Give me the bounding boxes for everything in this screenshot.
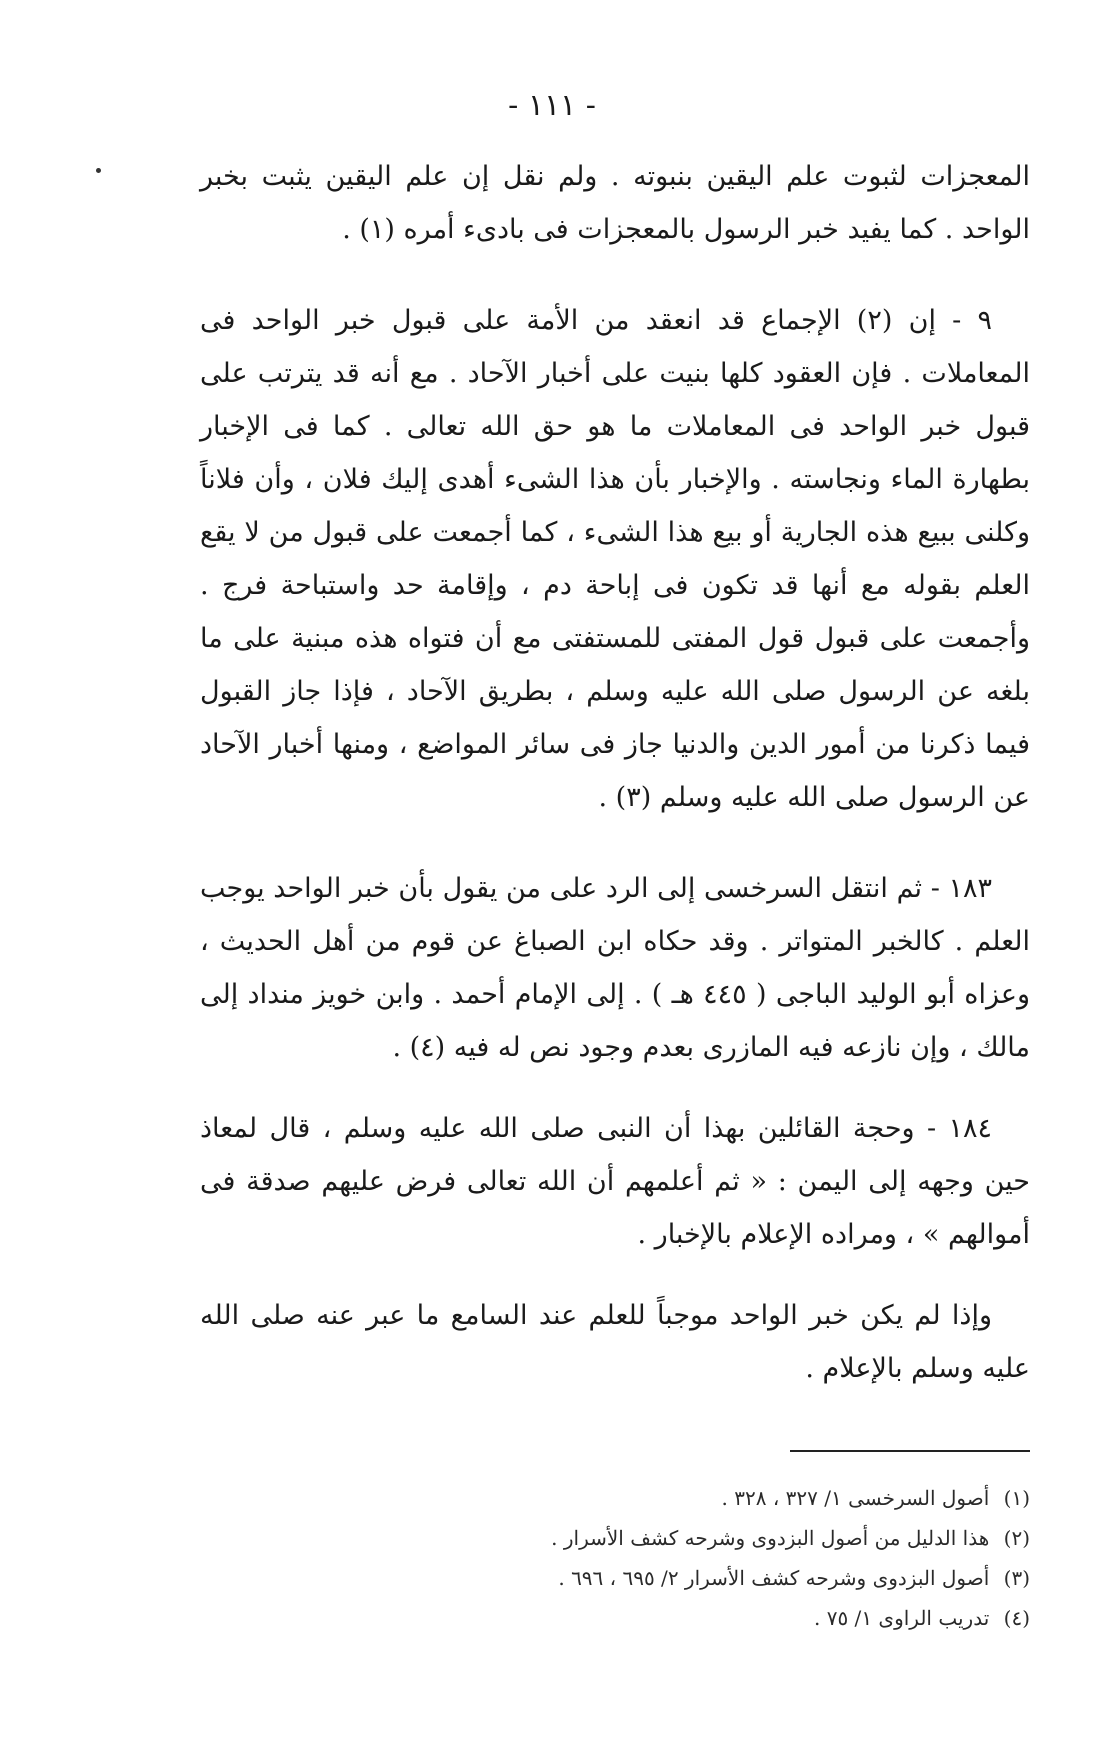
footnote-number: (٣) bbox=[1003, 1566, 1030, 1590]
footnote-1 bbox=[300, 1478, 1030, 1518]
footnote-2 bbox=[300, 1518, 1030, 1558]
paragraph-183: ١٨٣ - ثم انتقل السرخسى إلى الرد على من يقول بأن خبر الواحد يوجب العلم . كالخبر المتواتر . وقد حكاه ابن الصباغ عن قوم من أهل الحديث ، وعزاه أبو الوليد الباجى ( ٤٤٥ هـ ) . إلى الإمام أحمد . وابن خويز منداد إلى مالك ، وإن نازعه فيه المازرى بعدم وجود نص له فيه (٤) . bbox=[200, 873, 1030, 1063]
scan-speck bbox=[96, 168, 101, 173]
footnote-4 bbox=[300, 1598, 1030, 1638]
footnote-text: تدريب الراوى ١/ ٧٥ . bbox=[814, 1606, 990, 1630]
footnote-text: هذا الدليل من أصول البزدوى وشرحه كشف الأسرار . bbox=[551, 1526, 990, 1550]
footnote-number: (٤) bbox=[1003, 1606, 1030, 1630]
footnote-text: أصول البزدوى وشرحه كشف الأسرار ٢/ ٦٩٥ ، ٦٩٦ . bbox=[558, 1566, 990, 1590]
page-number: - ١١١ - bbox=[508, 88, 596, 123]
footnote-divider bbox=[790, 1450, 1030, 1452]
paragraph-point-9: ٩ - إن (٢) الإجماع قد انعقد من الأمة على قبول خبر الواحد فى المعاملات . فإن العقود كلها بنيت على أخبار الآحاد . مع أنه قد يترتب على قبول خبر الواحد فى المعاملات ما هو حق الله تعالى . كما فى الإخبار بطهارة الماء ونجاسته . والإخبار بأن هذا الشىء أهدى إليك فلان ، وأن فلاناً وكلنى ببيع هذه الجارية أو بيع هذا الشىء ، كما أجمعت على قبول من لا يقع العلم بقوله مع أنها قد تكون فى إباحة دم ، وإقامة حد واستباحة فرج . وأجمعت على قبول قول المفتى للمستفتى مع أن فتواه هذه مبنية على ما بلغه عن الرسول صلى الله عليه وسلم ، بطريق الآحاد ، فإذا جاز القبول فيما ذكرنا من أمور الدين والدنيا جاز فى سائر المواضع ، ومنها أخبار الآحاد عن الرسول صلى الله عليه وسلم (٣) . bbox=[200, 305, 1030, 813]
footnote-3 bbox=[300, 1558, 1030, 1598]
footnote-text: أصول السرخسى ١/ ٣٢٧ ، ٣٢٨ . bbox=[721, 1486, 990, 1510]
footnote-number: (١) bbox=[1003, 1486, 1030, 1510]
footnotes bbox=[300, 1478, 1030, 1638]
footnote-number: (٢) bbox=[1003, 1526, 1030, 1550]
paragraph-184: ١٨٤ - وحجة القائلين بهذا أن النبى صلى الله عليه وسلم ، قال لمعاذ حين وجهه إلى اليمن : « ثم أعلمهم أن الله تعالى فرض عليهم صدقة فى أموالهم » ، ومراده الإعلام بالإخبار . bbox=[200, 1113, 1030, 1250]
main-text bbox=[200, 150, 1030, 1395]
paragraph-conclusion: وإذا لم يكن خبر الواحد موجباً للعلم عند السامع ما عبر عنه صلى الله عليه وسلم بالإعلام . bbox=[200, 1300, 1030, 1384]
paragraph-continuation: المعجزات لثبوت علم اليقين بنبوته . ولم نقل إن علم اليقين يثبت بخبر الواحد . كما يفيد خبر الرسول بالمعجزات فى بادىء أمره (١) . bbox=[200, 161, 1030, 245]
